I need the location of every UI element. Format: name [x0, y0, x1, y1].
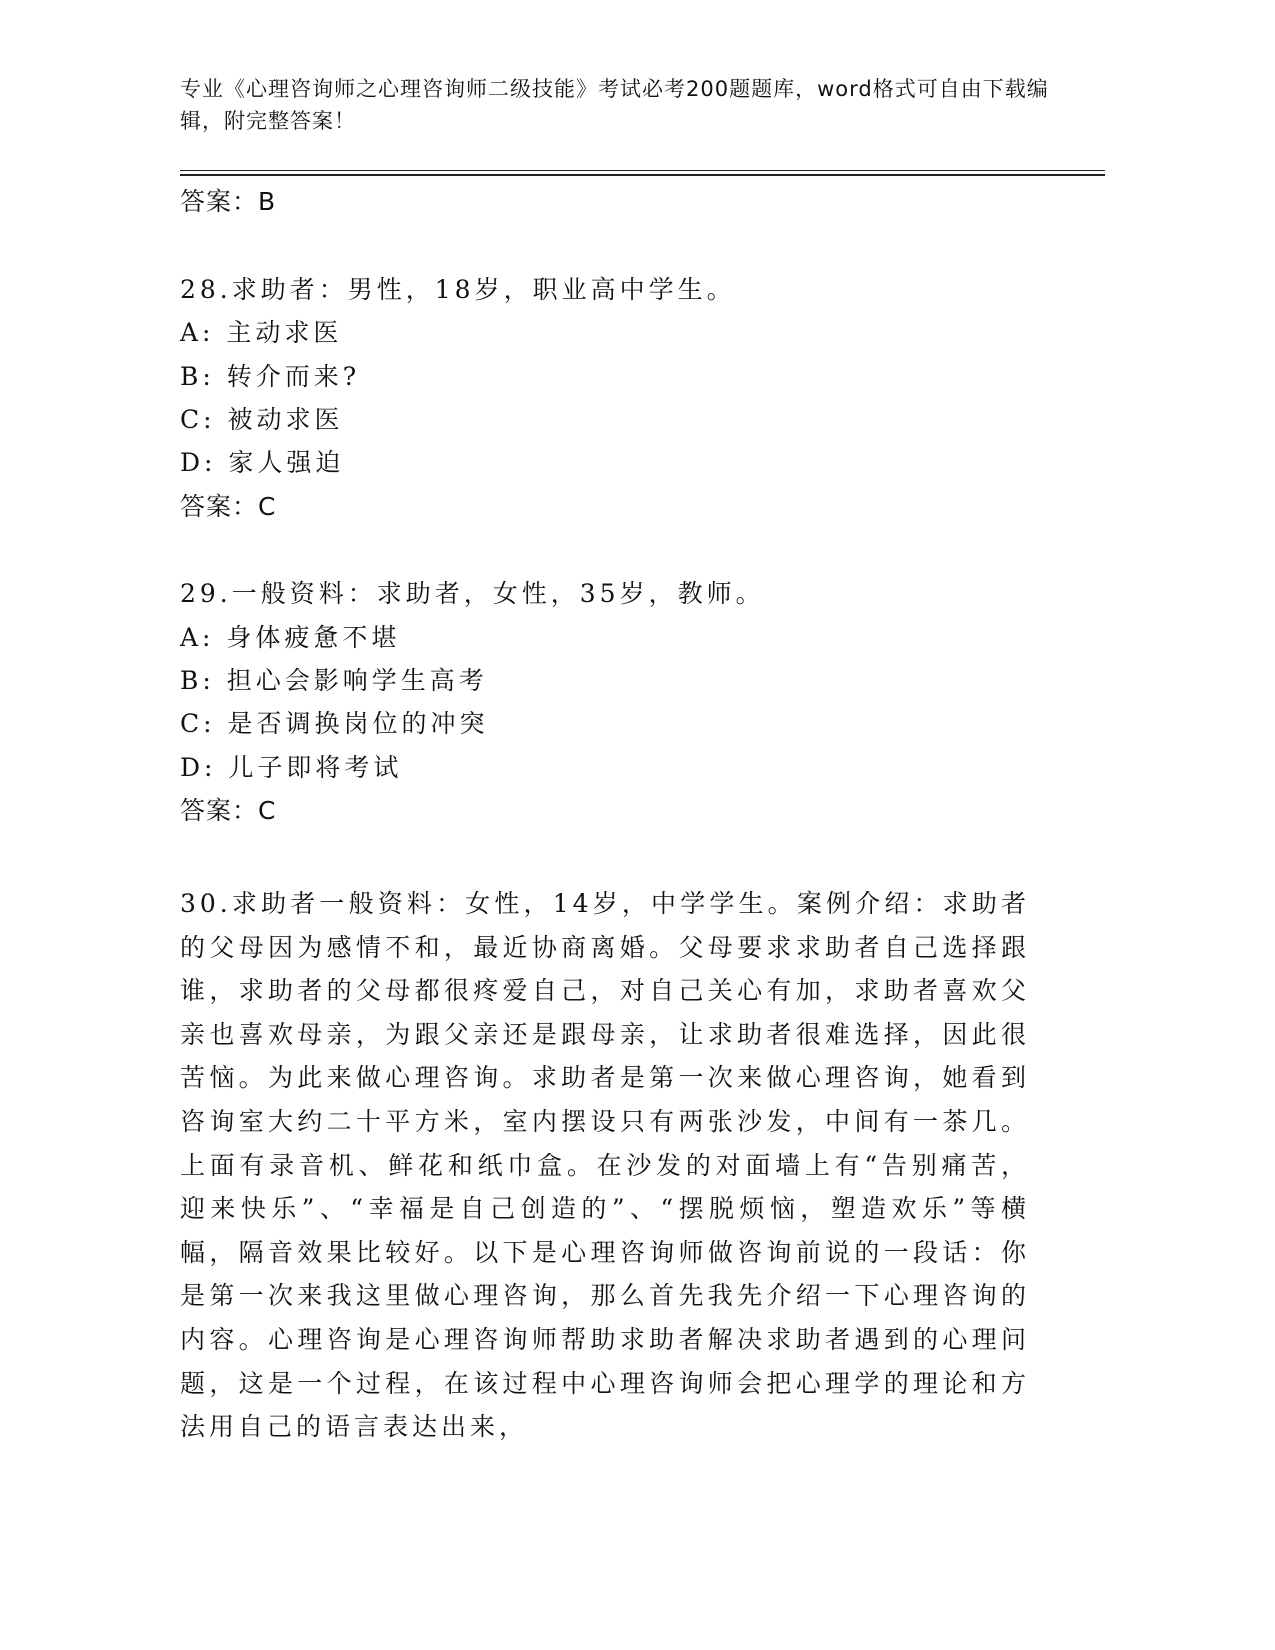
question-29-option-a: A: 身体疲惫不堪	[180, 623, 401, 652]
question-30-text: 30.求助者一般资料：女性，14岁，中学学生。案例介绍：求助者的父母因为感情不和，最近协商离婚。父母要求求助者自己选择跟谁，求助者的父母都很疼爱自己，对自己关心有加，求助者喜欢父亲也喜欢母亲，为跟父亲还是跟母亲，让求助者很难选择，因此很苦恼。为此来做心理咨询。求助者是第一次来做心理咨询，她看到咨询室大约二十平方米，室内摆设只有两张沙发，中间有一茶几。上面有录音机、鲜花和纸巾盒。在沙发的对面墙上有“告别痛苦，迎来快乐”、“幸福是自己创造的”、“摆脱烦恼，塑造欢乐”等横幅，隔音效果比较好。以下是心理咨询师做咨询前说的一段话：你是第一次来我这里做心理咨询，那么首先我先介绍一下心理咨询的内容。心理咨询是心理咨询师帮助求助者解决求助者遇到的心理问题，这是一个过程，在该过程中心理咨询师会把心理学的理论和方法用自己的语言表达出来，	[180, 889, 1030, 1442]
question-29-option-b: B: 担心会影响学生高考	[180, 666, 488, 695]
header-divider-thin	[180, 170, 1105, 171]
question-29-option-d: D: 儿子即将考试	[180, 753, 403, 782]
header-divider-thick	[180, 174, 1105, 176]
question-29-stem: 29.一般资料：求助者，女性，35岁，教师。	[180, 579, 765, 608]
answer-28: 答案：C	[180, 492, 277, 521]
question-28-option-a: A: 主动求医	[180, 318, 343, 347]
question-28-option-b: B: 转介而来?	[180, 362, 361, 391]
question-28-stem: 28.求助者：男性，18岁，职业高中学生。	[180, 275, 736, 304]
answer-27: 答案：B	[180, 187, 277, 216]
question-28-option-d: D: 家人强迫	[180, 448, 345, 477]
question-28-option-c: C: 被动求医	[180, 405, 344, 434]
question-29-option-c: C: 是否调换岗位的冲突	[180, 709, 489, 738]
document-header: 专业《心理咨询师之心理咨询师二级技能》考试必考200题题库，word格式可自由下载编辑，附完整答案！	[180, 77, 1049, 133]
answer-29: 答案：C	[180, 796, 277, 825]
